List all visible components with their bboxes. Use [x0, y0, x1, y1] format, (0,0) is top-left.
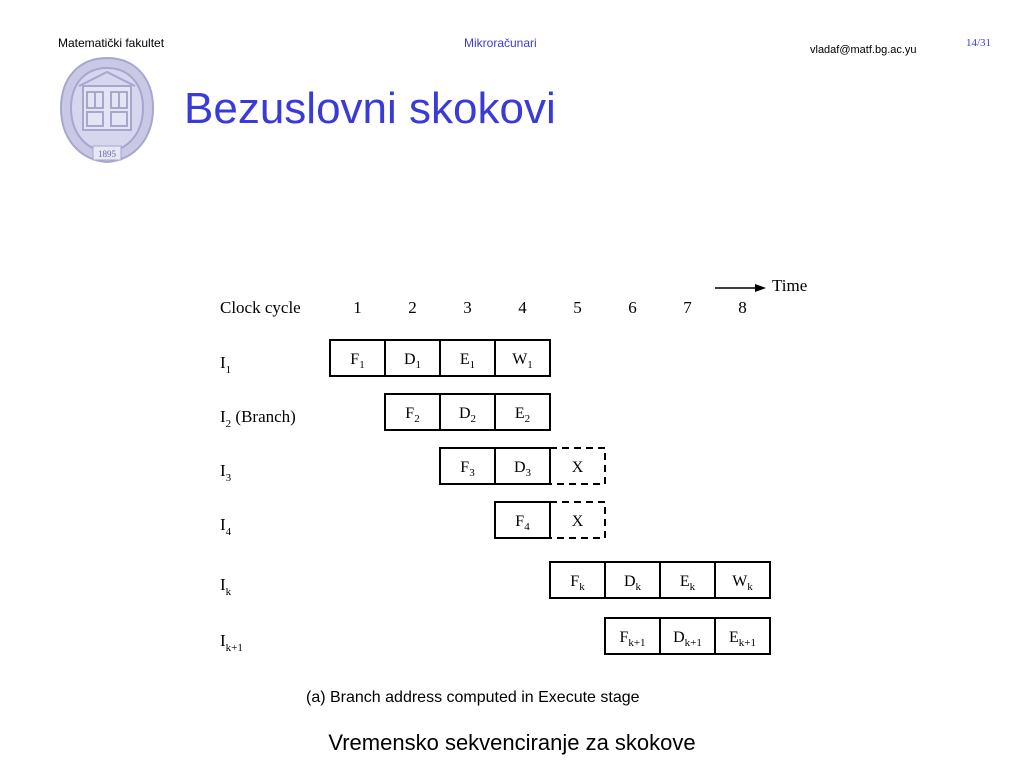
faculty-seal-logo	[57, 54, 157, 166]
cycle-label-6: 6	[628, 298, 637, 317]
stage-label: $F_4$	[515, 513, 530, 533]
instruction-label: $I_3$	[220, 461, 232, 484]
pipeline-rows	[220, 340, 770, 654]
time-arrow-head	[755, 284, 766, 292]
stage-label: $D_k$	[623, 573, 642, 593]
instruction-label: $I_1$	[220, 353, 232, 376]
cycle-label-3: 3	[463, 298, 472, 317]
cycle-label-2: 2	[408, 298, 417, 317]
course-title: Mikroračunari	[464, 36, 537, 50]
cycle-label-1: 1	[353, 298, 362, 317]
stage-label: X	[571, 513, 584, 530]
svg-text:1895: 1895	[98, 149, 116, 159]
pipeline-timing-diagram	[200, 268, 820, 718]
stage-label: $D_{k+1}$	[673, 629, 702, 649]
stage-label: $D_2$	[458, 405, 477, 425]
cycle-label-5: 5	[573, 298, 582, 317]
cycle-label-8: 8	[738, 298, 747, 317]
faculty-name: Matematički fakultet	[58, 36, 165, 50]
stage-label: $E_{k+1}$	[729, 629, 756, 649]
stage-label: X	[571, 459, 584, 476]
stage-label: $E_2$	[514, 405, 531, 425]
stage-label: $F_1$	[350, 351, 365, 371]
stage-label: $F_3$	[460, 459, 475, 479]
diagram-caption: (a) Branch address computed in Execute stage	[306, 689, 640, 706]
stage-label: $D_1$	[403, 351, 422, 371]
instruction-label: $I_2$ (Branch)	[220, 407, 296, 430]
cycle-label-7: 7	[683, 298, 692, 317]
slide-title: Bezuslovni skokovi	[184, 84, 556, 133]
instruction-label: $I_{k+1}$	[220, 631, 243, 654]
stage-label: $F_{k+1}$	[619, 629, 646, 649]
stage-label: $E_k$	[679, 573, 696, 593]
cycle-labels	[353, 298, 747, 317]
page-number: 14/31	[966, 37, 992, 49]
stage-label: $F_2$	[405, 405, 420, 425]
time-label: Time	[772, 276, 808, 295]
stage-label: $W_k$	[732, 573, 753, 593]
cycle-label-4: 4	[518, 298, 527, 317]
instruction-label: $I_k$	[220, 575, 232, 598]
stage-label: $F_k$	[570, 573, 585, 593]
instruction-label: $I_4$	[220, 515, 232, 538]
slide-caption: Vremensko sekvenciranje za skokove	[328, 730, 696, 755]
stage-label: $D_3$	[513, 459, 532, 479]
author-email: vladaf@matf.bg.ac.yu	[810, 44, 917, 56]
clock-cycle-label: Clock cycle	[220, 298, 301, 317]
stage-label: $W_1$	[512, 351, 533, 371]
stage-label: $E_1$	[459, 351, 476, 371]
